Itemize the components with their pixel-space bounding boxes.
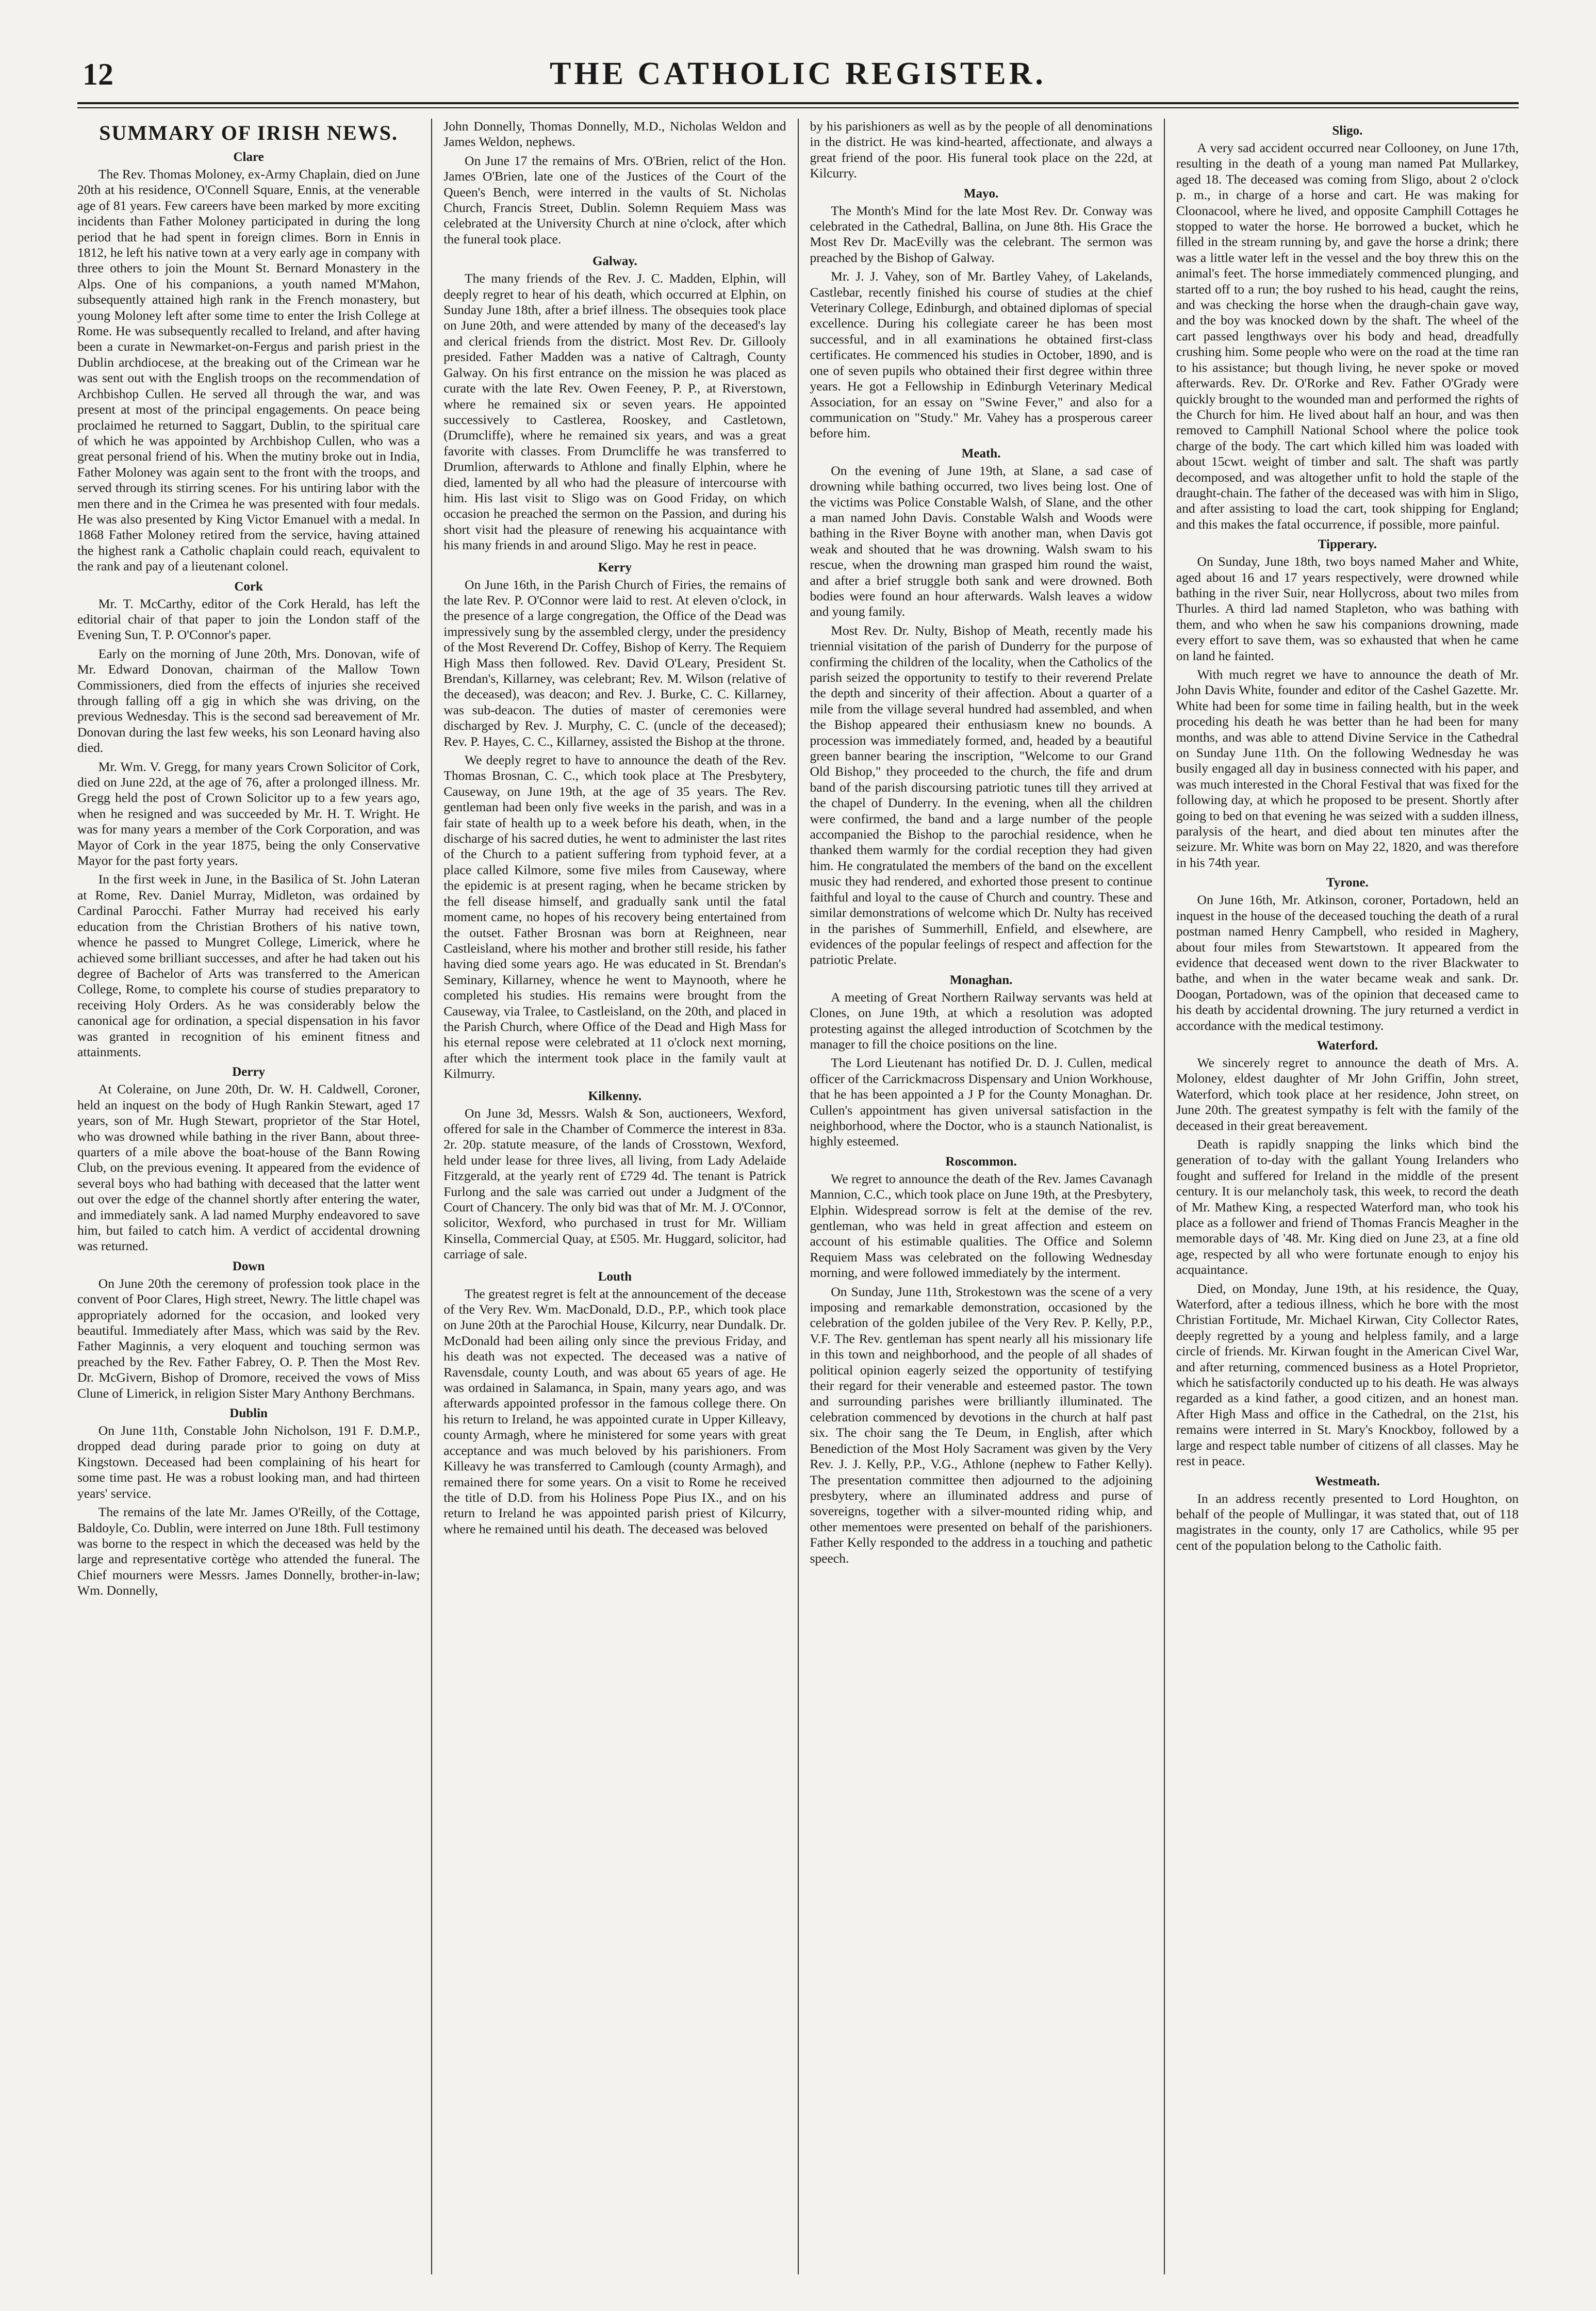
- article-paragraph: A very sad accident occurred near Collooney, on June 17th, resulting in the death of a young man named Pat Mullarkey, aged 18. The deceased was coming from Sligo, about 2 o'clock p. m., in charge of a horse and cart. He was making for Cloonacool, where he lived, and opposite Camphill Cottages he stopped to water the horse. He borrowed a bucket, which he filled in the stream running by, and gave the horse a drink; there was a little water left in the vessel and the boy threw this on the animal's feet. The horse immediately commenced plunging, and started off to a run; the boy rushed to his head, caught the reins, and was checking the horse when the draugh-chain gave way, and the boy was knocked down by the shaft. The wheel of the cart passed lengthways over his body and head, dreadfully crushing him. Some people who were on the road at the time ran to his assistance; but though living, he never spoke or moved afterwards. Rev. Dr. O'Rorke and Rev. Father O'Grady were quickly brought to the wounded man and performed the rights of the Church for him. He lived about half an hour, and was then removed to Camphill National School where the police took charge of the body. The cart which killed him was loaded with about 15cwt. weight of timber and salt. The shaft was partly decomposed, and was altogether unfit to hold the staple of the draught-chain. The father of the deceased was with him in Sligo, and after assisting to load the cart, took shipping for England; and this makes the fatal occurrence, if possible, more painful.: [1176, 140, 1519, 532]
- article-paragraph: On June 11th, Constable John Nicholson, 191 F. D.M.P., dropped dead during parade prior to going on duty at Kingstown. Deceased had been complaining of his heart for some time past. He was a robust looking man, and had thirteen years' service.: [77, 1423, 420, 1501]
- column-3: [798, 119, 1164, 2274]
- article-paragraph: On Sunday, June 11th, Strokestown was the scene of a very imposing and remarkable demonstration, occasioned by the celebration of the golden jubilee of the Very Rev. P. Kelly, P.P., V.F. The Rev. gentleman has spent nearly all his missionary life in this town and neighborhood, and the people of all shades of political opinion eagerly seized the opportunity of testifying their regard for their venerable and esteemed pastor. The town and surrounding parishes were brilliantly illuminated. The celebration commenced by devotions in the church at half past six. The choir sang the Te Deum, in English, after which Benediction of the Most Holy Sacrament was given by the Very Rev. J. J. Kelly, P.P., V.G., Athlone (nephew to Father Kelly). The presentation committee then adjourned to the adjoining presbytery, where an illuminated address and purse of sovereigns, together with a silver-mounted riding whip, and other mementoes were presented on behalf of the parishioners. Father Kelly responded to the address in a touching and pathetic speech.: [810, 1284, 1153, 1566]
- article-paragraph: We sincerely regret to announce the death of Mrs. A. Moloney, eldest daughter of Mr John Griffin, John street, Waterford, which took place at her residence, John street, on June 20th. The greatest sympathy is felt with the family of the deceased in their great bereavement.: [1176, 1055, 1519, 1133]
- article-paragraph: The remains of the late Mr. James O'Reilly, of the Cottage, Baldoyle, Co. Dublin, were interred on June 18th. Full testimony was borne to the respect in which the deceased was held by the large and representative cortège who attended the funeral. The Chief mourners were Messrs. James Donnelly, brother-in-law; Wm. Donnelly,: [77, 1504, 420, 1598]
- article-paragraph: The many friends of the Rev. J. C. Madden, Elphin, will deeply regret to hear of his death, which occurred at Elphin, on Sunday June 18th, after a brief illness. The obsequies took place on June 20th, and were attended by many of the deceased's lay and clerical friends from the district. Most Rev. Dr. Gillooly presided. Father Madden was a native of Caltragh, County Galway. On his first entrance on the mission he was placed as curate with the late Rev. Owen Feeney, P. P., at Riverstown, where he remained six or seven years. He appointed successively to Castlerea, Rooskey, and Castletown, (Drumcliffe), where he remained six years, and was a great favorite with classes. From Drumcliffe he was transferred to Drumlion, afterwards to Athlone and finally Elphin, where he died, lamented by all who had the pleasure of intercourse with him. His last visit to Sligo was on Good Friday, on which occasion he preached the sermon on the Passion, and during his short visit had the pleasure of renewing his acquaintance with his many friends in and around Sligo. May he rest in peace.: [443, 271, 786, 553]
- article-paragraph: Mr. Wm. V. Gregg, for many years Crown Solicitor of Cork, died on June 22d, at the age of 76, after a prolonged illness. Mr. Gregg held the post of Crown Solicitor up to a few years ago, when he resigned and was succeeded by Mr. H. T. Wright. He was for many years a member of the Cork Corporation, and was Mayor of Cork in the year 1875, being the only Conservative Mayor for the past forty years.: [77, 759, 420, 868]
- article-paragraph: On the evening of June 19th, at Slane, a sad case of drowning while bathing occurred, two lives being lost. One of the victims was Police Constable Walsh, of Slane, and the other a man named John Davis. Constable Walsh and Woods were bathing in the River Boyne with another man, when Davis got weak and shouted that he was drowning. Walsh swam to his rescue, when the drowning man grasped him round the waist, and after a brief struggle both sank and were drowned. Both bodies were found an hour afterwards. Walsh leaves a widow and young family.: [810, 463, 1153, 619]
- section-title: Clare: [233, 150, 264, 164]
- article-paragraph: On June 16th, Mr. Atkinson, coroner, Portadown, held an inquest in the house of the deceased touching the death of a rural postman named Henry Campbell, who resided in Maghery, about four miles from Stewartstown. It appeared from the evidence that deceased went down to the river Blackwater to bathe, and when in the water became weak and sank. Dr. Doogan, Portadown, was of the opinion that deceased came to his death by accidental drowning. The jury returned a verdict in accordance with the medical testimony.: [1176, 892, 1519, 1033]
- section-title: Derry: [232, 1065, 266, 1079]
- article-paragraph: Death is rapidly snapping the links which bind the generation of to-day with the gallant Young Irelanders who fought and suffered for Ireland in the middle of the present century. It is our melancholy task, this week, to record the death of Mr. Mathew King, a respected Waterford man, who took his place as a follower and friend of Thomas Francis Meagher in the memorable days of '48. Mr. King died on June 23, at a fine old age, respected by all who were fortunate enough to enjoy his acquaintance.: [1176, 1136, 1519, 1277]
- masthead-rule-thin: [77, 107, 1519, 108]
- section-title: Dublin: [229, 1406, 268, 1421]
- column-4: [1164, 119, 1519, 2274]
- section-title: Mayo.: [963, 186, 999, 201]
- column-1: [77, 119, 431, 2274]
- section-title: Meath.: [961, 446, 1001, 461]
- article-paragraph: On Sunday, June 18th, two boys named Maher and White, aged about 16 and 17 years respectively, were drowned while bathing in the river Suir, near Hollycross, about two miles from Thurles. A third lad named Stapleton, who was bathing with them, and who when he saw his companions drowning, made every effort to save them, was so exhausted that when he came on land he fainted.: [1176, 554, 1519, 663]
- article-paragraph: On June 3d, Messrs. Walsh & Son, auctioneers, Wexford, offered for sale in the Chamber of Commerce the interest in 83a. 2r. 20p. statute measure, of the lands of Crosstown, Wexford, held under lease for three lives, all living, from Lady Adelaide Fitzgerald, at the yearly rent of £729 4d. The tenant is Patrick Furlong and the sale was carried out under a Judgment of the Court of Chancery. The only bid was that of Mr. M. J. O'Connor, solicitor, Wexford, who purchased in trust for Mr. William Kinsella, Commercial Quay, at £505. Mr. Huggard, solicitor, had carriage of sale.: [443, 1105, 786, 1262]
- article-paragraph: On June 16th, in the Parish Church of Firies, the remains of the late Rev. P. O'Connor were laid to rest. At eleven o'clock, in the presence of a large congregation, the Office of the Dead was impressively sung by the assembled clergy, under the presidency of the Most Reverend Dr. Coffey, Bishop of Kerry. The Requiem High Mass then followed. Rev. David O'Leary, President St. Brendan's, Killarney, was celebrant; Rev. M. Wilson (relative of the deceased), was deacon; and Rev. J. Burke, C. C. Killarney, was sub-deacon. The duties of master of ceremonies were discharged by Rev. J. Murphy, C. C. (uncle of the deceased); Rev. P. Hayes, C. C., Killarney, assisted the Bishop at the throne.: [443, 577, 786, 749]
- article-paragraph: The Rev. Thomas Moloney, ex-Army Chaplain, died on June 20th at his residence, O'Connell Square, Ennis, at the venerable age of 81 years. Few careers have been marked by more exciting incidents than Father Moloney participated in during the long period that he had spent in foreign climes. Born in Ennis in 1812, he left his native town at a very early age in company with three others to join the Mount St. Bernard Monastery in the Alps. One of his companions, a youth named M'Mahon, subsequently attained high rank in the French monastery, but young Moloney left after some time to enter the Irish College at Rome. He was subsequently recalled to Ireland, and after having been a curate in Newmarket-on-Fergus and parish priest in the Dublin archdiocese, at the breaking out of the Crimean war he was sent out with the English troops on the recommendation of Archbishop Cullen. He served all through the war, and was present at most of the principal engagements. On peace being proclaimed he returned to Saggart, Dublin, to the spiritual care of which he was appointed by Archbishop Cullen, who was a great personal friend of his. When the mutiny broke out in India, Father Moloney was again sent to the front with the troops, and served through its stirring scenes. For his untiring labor with the men there and in the Crimea he was presented with four medals. He was also presented by King Victor Emanuel with a medal. In 1868 Father Moloney retired from the service, having attained the highest rank a Catholic chaplain could reach, equivalent to the rank and pay of a lieutenant colonel.: [77, 167, 420, 574]
- article-columns: [77, 119, 1519, 2274]
- article-paragraph: On June 17 the remains of Mrs. O'Brien, relict of the Hon. James O'Brien, late one of the Justices of the Court of the Queen's Bench, were interred in the vaults of St. Nicholas Church, Francis Street, Dublin. Solemn Requiem Mass was celebrated at the University Church at nine o'clock, after which the funeral took place.: [443, 153, 786, 247]
- section-title: Tyrone.: [1326, 876, 1369, 890]
- column-2: [431, 119, 797, 2274]
- section-title: Westmeath.: [1315, 1474, 1380, 1488]
- section-title: Monaghan.: [949, 973, 1013, 987]
- page-number: 12: [83, 57, 113, 91]
- article-paragraph: Most Rev. Dr. Nulty, Bishop of Meath, recently made his triennial visitation of the parish of Dunderry for the purpose of confirming the children of the locality, when the Catholics of the parish seized the opportunity to testify to their reverend Prelate the depth and sincerity of their affection. About a quarter of a mile from the village several hundred had assembled, and when the Bishop appeared their enthusiasm knew no bounds. A procession was immediately formed, and, headed by a beautiful green banner bearing the inscription, "Welcome to our Grand Old Bishop," they proceeded to the church, the fife and drum band of the parish discoursing patriotic tunes till they arrived at the chapel of Dunderry. In the evening, when all the children were confirmed, the band and a large number of the people accompanied the Bishop to the parochial residence, when he thanked them warmly for the cordial reception they had given him. He congratulated the members of the band on the excellent music they had rendered, and exhorted those present to continue faithful and loyal to the cause of Church and country. These and similar demonstrations of welcome which Dr. Nulty has received in the parishes of Summerhill, Enfield, and elsewhere, are evidences of the popular feelings of respect and affection for the patriotic Prelate.: [810, 622, 1153, 968]
- article-paragraph: Mr. J. J. Vahey, son of Mr. Bartley Vahey, of Lakelands, Castlebar, recently finished his course of studies at the chief Veterinary College, Edinburgh, and obtained diplomas of special excellence. During his collegiate career he has been most successful, and in all examinations he obtained first-class certificates. He commenced his studies in October, 1890, and is one of seven pupils who obtained their first degree within three years. He got a Fellowship in Edinburgh Veterinary Medical Association, for an essay on "Swine Fever," and also for a communication on "Study." Mr. Vahey has a prosperous career before him.: [810, 269, 1153, 441]
- article-paragraph: The Month's Mind for the late Most Rev. Dr. Conway was celebrated in the Cathedral, Ballina, on June 8th. His Grace the Most Rev Dr. MacEvilly was the celebrant. The sermon was preached by the Bishop of Galway.: [810, 203, 1153, 265]
- section-title: Louth: [598, 1269, 632, 1284]
- article-paragraph: Died, on Monday, June 19th, at his residence, the Quay, Waterford, after a tedious illness, which he bore with the most Christian Fortitude, Mr. Michael Kirwan, City Collector Rates, deeply regretted by a young and helpless family, and a large circle of friends. Mr. Kirwan fought in the American Civel War, and after returning, commenced business as a Hotel Proprietor, which he satisfactorily conducted up to his death. He was always regarded as a kind father, a good citizen, and an honest man. After High Mass and office in the Cathedral, on the 21st, his remains were interred in St. Mary's Knockboy, followed by a large and respect table number of citizens of all classes. May he rest in peace.: [1176, 1281, 1519, 1469]
- newspaper-title: THE CATHOLIC REGISTER.: [550, 56, 1046, 91]
- article-paragraph: We deeply regret to have to announce the death of the Rev. Thomas Brosnan, C. C., which took place at The Presbytery, Causeway, on June 19th, at the age of 35 years. The Rev. gentleman had been only five weeks in the parish, and was in a fair state of health up to a week before his death, when, in the discharge of his sacred duties, he went to administer the last rites of the Church to a patient suffering from typhoid fever, at a place called Kilmore, some five miles from Causeway, where the epidemic is at present raging, when he became stricken by the fell disease himself, and gradually sank until the fatal moment came, no hopes of his recovery being entertained from the outset. Father Brosnan was born at Reighneen, near Castleisland, where his mother and brother still reside, his father having died some years ago. He was educated in St. Brendan's Seminary, Killarney, whence he went to Maynooth, where he completed his studies. His remains were brought from the Causeway, via Tralee, to Castleisland, on the 20th, and placed in the Parish Church, where Office of the Dead and High Mass for his eternal repose were celebrated at 11 o'clock next morning, after which the interment took place in the family vault at Kilmurry.: [443, 752, 786, 1081]
- article-paragraph: A meeting of Great Northern Railway servants was held at Clones, on June 19th, at which a resolution was adopted protesting against the alleged introduction of Scotchmen by the manager to fill the choice positions on the line.: [810, 989, 1153, 1052]
- article-paragraph: We regret to announce the death of the Rev. James Cavanagh Mannion, C.C., which took place on June 19th, at the Presbytery, Elphin. Widespread sorrow is felt at the demise of the rev. gentleman, who was held in great affection and esteem on account of his estimable qualities. The Office and Solemn Requiem Mass was celebrated on the following Wednesday morning, and were followed immediately by the interment.: [810, 1171, 1153, 1281]
- article-paragraph: In the first week in June, in the Basilica of St. John Lateran at Rome, Rev. Daniel Murray, Midleton, was ordained by Cardinal Parocchi. Father Murray had received his early education from the Christian Brothers of his native town, whence he passed to Mungret College, Limerick, where he achieved some brilliant successes, and after he had taken out his degree of Bachelor of Arts was transferred to the American College, Rome, to complete his course of studies preparatory to receiving Holy Orders. As he was considerably below the canonical age for ordination, a special dispensation in his favor was granted in recognition of his eminent fitness and attainments.: [77, 872, 420, 1059]
- section-title: Waterford.: [1317, 1038, 1378, 1053]
- section-title: Tipperary.: [1318, 537, 1377, 552]
- masthead-rule: [77, 102, 1519, 104]
- article-paragraph: The Lord Lieutenant has notified Dr. D. J. Cullen, medical officer of the Carrickmacross Dispensary and Union Workhouse, that he has been appointed a J P for the County Monaghan. Dr. Cullen's appointment has given universal satisfaction in the neighborhood, where the Doctor, who is a staunch Nationalist, is highly esteemed.: [810, 1055, 1153, 1149]
- masthead: [77, 46, 1519, 98]
- article-paragraph: Early on the morning of June 20th, Mrs. Donovan, wife of Mr. Edward Donovan, chairman of the Mallow Town Commissioners, died from the effects of injuries she received through falling off a gig in which she was driving, on the previous Wednesday. This is the second sad bereavement of Mr. Donovan during the last few weeks, his son Leonard having also died.: [77, 646, 420, 756]
- section-title: Down: [232, 1259, 265, 1273]
- section-title: Kilkenny.: [588, 1089, 642, 1103]
- summary-heading: SUMMARY OF IRISH NEWS.: [99, 121, 398, 144]
- article-paragraph: In an address recently presented to Lord Houghton, on behalf of the people of Mullingar, it was stated that, out of 118 magistrates in the county, only 17 are Catholics, while 95 per cent of the population belong to the Catholic faith.: [1176, 1490, 1519, 1553]
- article-paragraph: by his parishioners as well as by the people of all denominations in the district. He was kind-hearted, affectionate, and always a great friend of the poor. His funeral took place on the 22d, at Kilcurry.: [810, 119, 1153, 181]
- section-title: Cork: [234, 579, 263, 594]
- article-paragraph: The greatest regret is felt at the announcement of the decease of the Very Rev. Wm. MacDonald, D.D., P.P., which took place on June 20th at the Parochial House, Kilcurry, near Dundalk. Dr. McDonald had been ailing only since the previous Friday, and his death was not expected. The deceased was a native of Ravensdale, county Louth, and was about 65 years of age. He was ordained in Salamanca, in Spain, many years ago, and was afterwards appointed professor in the famous college there. On his return to Ireland, he was appointed curate in Upper Killeavy, county Armagh, where he ministered for some years with great acceptance and was much beloved by his parishioners. From Killeavy he was transferred to Camlough (county Armagh), and remained there for some years. On a visit to Rome he received the title of D.D. from his Holiness Pope Pius IX., and on his return to Ireland he was appointed parish priest of Kilcurry, where he remained until his death. The deceased was beloved: [443, 1286, 786, 1536]
- article-paragraph: On June 20th the ceremony of profession took place in the convent of Poor Clares, High street, Newry. The little chapel was appropriately adorned for the occasion, and looked very beautiful. Immediately after Mass, which was said by the Rev. Father Maginnis, a very eloquent and touching sermon was preached by the Rev. Father Fabrey, O. P. Then the Most Rev. Dr. McGivern, Bishop of Dromore, received the vows of Miss Clune of Limerick, in religion Sister Mary Anthony Berchmans.: [77, 1275, 420, 1401]
- article-paragraph: At Coleraine, on June 20th, Dr. W. H. Caldwell, Coroner, held an inquest on the body of Hugh Rankin Stewart, aged 17 years, son of Mr. Hugh Stewart, proprietor of the Star Hotel, who was drowned while bathing in the river Bann, about three-quarters of a mile above the boat-house of the Bann Rowing Club, on the previous evening. It appeared from the evidence of several boys who had bathing with deceased that the latter went out over the edge of the channel shortly after entering the water, and immediately sank. A lad named Murphy endeavored to save him, but failed to catch him. A verdict of accidental drowning was returned.: [77, 1081, 420, 1254]
- article-paragraph: With much regret we have to announce the death of Mr. John Davis White, founder and editor of the Cashel Gazette. Mr. White had been for some time in failing health, but in the week proceding his death he was better than he had been for many months, and was able to attend Divine Service in the Cathedral on Sunday June 11th. On the following Wednesday he was busily engaged all day in business connected with his paper, and was much interested in the Choral Festival that was fixed for the following day, at which he proposed to be present. Shortly after going to bed on that evening he was seized with a sudden illness, paralysis of the heart, and died about ten minutes after the seizure. Mr. White was born on May 22, 1820, and was therefore in his 74th year.: [1176, 667, 1519, 870]
- section-title: Galway.: [592, 254, 637, 269]
- section-title: Roscommon.: [945, 1154, 1017, 1169]
- article-paragraph: Mr. T. McCarthy, editor of the Cork Herald, has left the editorial chair of that paper to join the London staff of the Evening Sun, T. P. O'Connor's paper.: [77, 596, 420, 643]
- section-title: Kerry: [598, 560, 632, 575]
- section-title: Sligo.: [1332, 124, 1363, 138]
- article-paragraph: John Donnelly, Thomas Donnelly, M.D., Nicholas Weldon and James Weldon, nephews.: [443, 119, 786, 150]
